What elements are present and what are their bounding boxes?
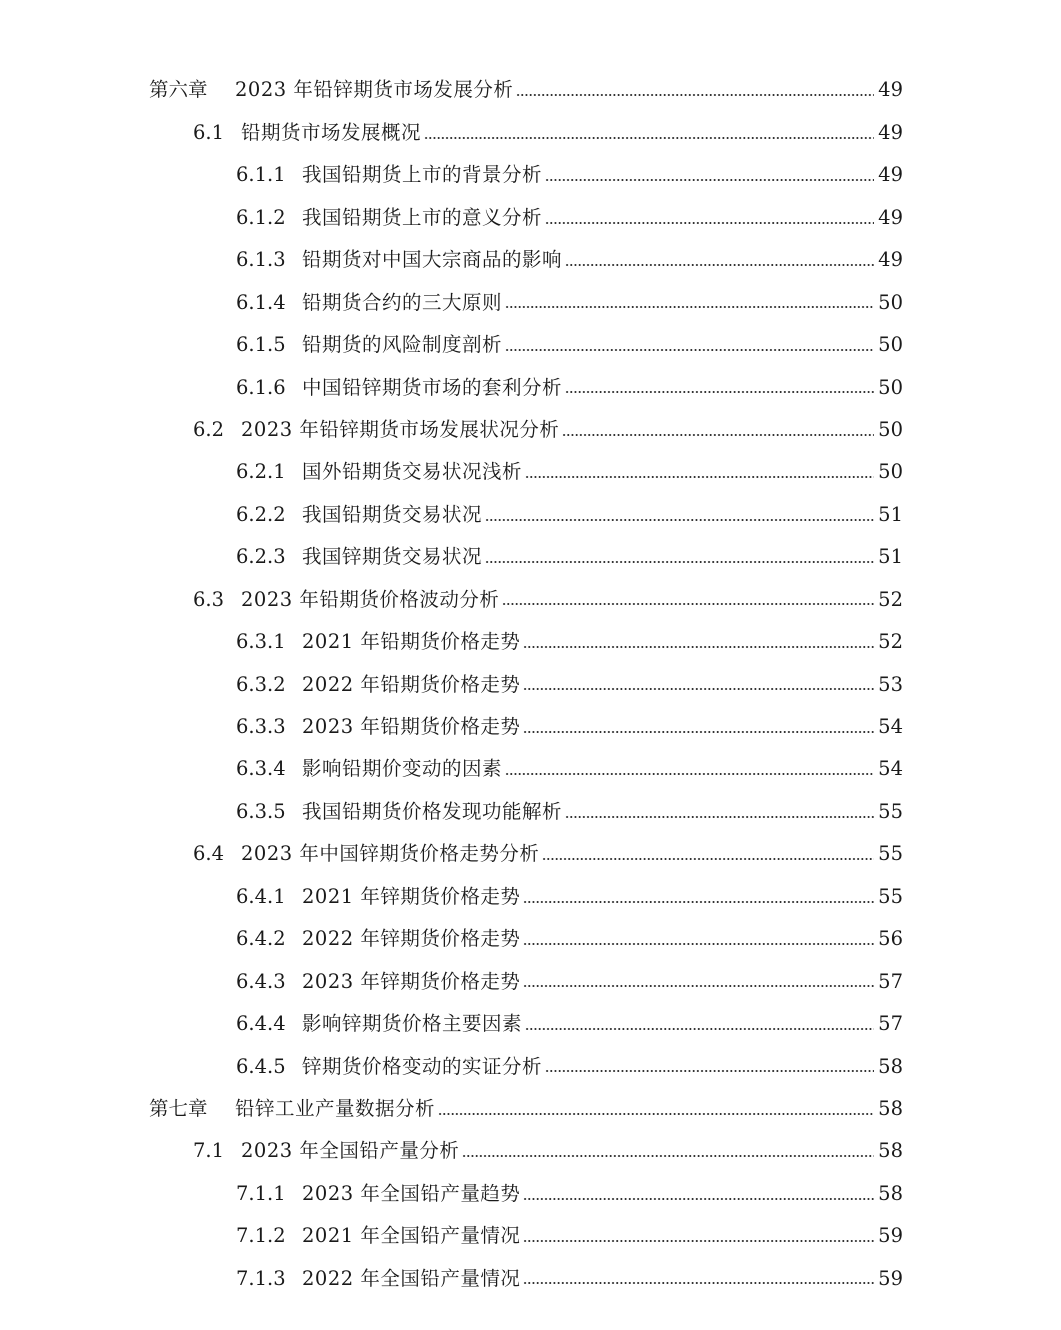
toc-page-number: 49 xyxy=(878,120,903,144)
toc-page-number: 55 xyxy=(878,842,903,866)
toc-entry-title: 国外铅期货交易状况浅析 xyxy=(302,460,523,484)
toc-entry-number: 6.3.3 xyxy=(236,715,286,739)
toc-page-number: 51 xyxy=(878,545,903,569)
dot-leader xyxy=(565,816,874,818)
toc-entry-title: 2022 年全国铅产量情况 xyxy=(302,1266,521,1290)
dot-leader xyxy=(523,688,874,690)
toc-page-number: 54 xyxy=(878,757,903,781)
toc-entry-title: 我国铅期货上市的意义分析 xyxy=(302,205,543,229)
toc-section-entry[interactable] xyxy=(0,578,1061,620)
toc-section-entry[interactable] xyxy=(0,409,1061,451)
toc-entry-title: 铅锌工业产量数据分析 xyxy=(235,1096,436,1120)
toc-page-number: 58 xyxy=(878,1054,903,1078)
dot-leader xyxy=(523,985,874,987)
dot-leader xyxy=(562,434,874,436)
toc-page-number: 50 xyxy=(878,375,903,399)
toc-page-number: 58 xyxy=(878,1139,903,1163)
dot-leader xyxy=(525,1028,874,1030)
toc-entry-title: 2023 年全国铅产量趋势 xyxy=(302,1181,521,1205)
toc-entry-number: 6.1.4 xyxy=(236,290,286,314)
toc-page-number: 51 xyxy=(878,502,903,526)
toc-entry-number: 第六章 xyxy=(149,78,208,102)
toc-entry-number: 6.1.5 xyxy=(236,333,286,357)
toc-entry-number: 6.2 xyxy=(193,417,225,441)
dot-leader xyxy=(523,646,874,648)
dot-leader xyxy=(523,901,874,903)
toc-entry-title: 我国铅期货交易状况 xyxy=(302,502,483,526)
toc-page-number: 50 xyxy=(878,290,903,314)
toc-entry-title: 2022 年铅期货价格走势 xyxy=(302,672,521,696)
toc-page-number: 50 xyxy=(878,460,903,484)
toc-subsection-entry[interactable] xyxy=(0,493,1061,535)
toc-entry-number: 6.2.2 xyxy=(236,502,286,526)
toc-subsection-entry[interactable] xyxy=(0,281,1061,323)
toc-entry-title: 2023 年铅锌期货市场发展分析 xyxy=(235,78,514,102)
toc-entry-title: 铅期货合约的三大原则 xyxy=(302,290,503,314)
toc-entry-number: 7.1 xyxy=(193,1139,225,1163)
dot-leader xyxy=(502,603,874,605)
toc-subsection-entry[interactable] xyxy=(0,790,1061,832)
toc-page-number: 49 xyxy=(878,163,903,187)
toc-entry-number: 7.1.2 xyxy=(236,1224,286,1248)
toc-entry-number: 第七章 xyxy=(149,1096,208,1120)
toc-subsection-entry[interactable] xyxy=(0,154,1061,196)
toc-subsection-entry[interactable] xyxy=(0,621,1061,663)
toc-subsection-entry[interactable] xyxy=(0,196,1061,238)
toc-entry-number: 6.4 xyxy=(193,842,225,866)
toc-page-number: 49 xyxy=(878,205,903,229)
toc-entry-number: 6.1.3 xyxy=(236,248,286,272)
toc-page-number: 58 xyxy=(878,1181,903,1205)
dot-leader xyxy=(516,94,874,96)
toc-page-number: 59 xyxy=(878,1224,903,1248)
toc-subsection-entry[interactable] xyxy=(0,1172,1061,1214)
toc-entry-title: 中国铅锌期货市场的套利分析 xyxy=(302,375,563,399)
toc-page-number: 53 xyxy=(878,672,903,696)
dot-leader xyxy=(505,773,874,775)
toc-chapter-entry[interactable] xyxy=(0,69,1061,111)
table-of-contents xyxy=(0,69,1061,1300)
toc-entry-title: 2023 年全国铅产量分析 xyxy=(241,1139,460,1163)
toc-subsection-entry[interactable] xyxy=(0,1215,1061,1257)
toc-entry-title: 锌期货价格变动的实证分析 xyxy=(302,1054,543,1078)
toc-entry-title: 2021 年铅期货价格走势 xyxy=(302,630,521,654)
toc-page-number: 55 xyxy=(878,884,903,908)
dot-leader xyxy=(523,1282,874,1284)
toc-page-number: 50 xyxy=(878,333,903,357)
toc-subsection-entry[interactable] xyxy=(0,239,1061,281)
toc-section-entry[interactable] xyxy=(0,833,1061,875)
toc-page-number: 55 xyxy=(878,799,903,823)
dot-leader xyxy=(565,391,874,393)
dot-leader xyxy=(545,222,874,224)
toc-entry-number: 6.4.4 xyxy=(236,1012,286,1036)
toc-entry-number: 6.3.5 xyxy=(236,799,286,823)
toc-entry-title: 2022 年锌期货价格走势 xyxy=(302,927,521,951)
toc-page-number: 59 xyxy=(878,1266,903,1290)
toc-page-number: 49 xyxy=(878,248,903,272)
toc-page-number: 57 xyxy=(878,1012,903,1036)
toc-subsection-entry[interactable] xyxy=(0,875,1061,917)
toc-entry-number: 6.1.2 xyxy=(236,205,286,229)
toc-entry-number: 6.2.1 xyxy=(236,460,286,484)
toc-entry-number: 6.4.5 xyxy=(236,1054,286,1078)
toc-entry-number: 6.4.3 xyxy=(236,969,286,993)
toc-page-number: 52 xyxy=(878,630,903,654)
toc-entry-number: 7.1.1 xyxy=(236,1181,286,1205)
toc-entry-title: 影响锌期货价格主要因素 xyxy=(302,1012,523,1036)
toc-page-number: 56 xyxy=(878,927,903,951)
dot-leader xyxy=(523,1240,874,1242)
toc-subsection-entry[interactable] xyxy=(0,706,1061,748)
toc-entry-title: 铅期货的风险制度剖析 xyxy=(302,333,503,357)
toc-entry-number: 6.4.2 xyxy=(236,927,286,951)
toc-entry-number: 6.3.4 xyxy=(236,757,286,781)
toc-page-number: 52 xyxy=(878,587,903,611)
toc-subsection-entry[interactable] xyxy=(0,748,1061,790)
dot-leader xyxy=(505,306,874,308)
toc-entry-number: 6.3.2 xyxy=(236,672,286,696)
toc-entry-title: 铅期货市场发展概况 xyxy=(241,120,422,144)
toc-page-number: 54 xyxy=(878,715,903,739)
toc-subsection-entry[interactable] xyxy=(0,960,1061,1002)
dot-leader xyxy=(523,1198,874,1200)
dot-leader xyxy=(438,1113,874,1115)
dot-leader xyxy=(523,943,874,945)
toc-entry-number: 6.1.6 xyxy=(236,375,286,399)
toc-entry-number: 6.3.1 xyxy=(236,630,286,654)
toc-entry-title: 铅期货对中国大宗商品的影响 xyxy=(302,248,563,272)
toc-entry-number: 6.2.3 xyxy=(236,545,286,569)
toc-subsection-entry[interactable] xyxy=(0,1045,1061,1087)
toc-entry-title: 我国铅期货上市的背景分析 xyxy=(302,163,543,187)
toc-entry-title: 2023 年中国锌期货价格走势分析 xyxy=(241,842,540,866)
toc-entry-title: 2023 年铅期货价格波动分析 xyxy=(241,587,500,611)
dot-leader xyxy=(565,264,874,266)
toc-subsection-entry[interactable] xyxy=(0,663,1061,705)
toc-entry-title: 2023 年铅期货价格走势 xyxy=(302,715,521,739)
dot-leader xyxy=(485,561,874,563)
toc-entry-title: 2021 年锌期货价格走势 xyxy=(302,884,521,908)
toc-entry-title: 我国锌期货交易状况 xyxy=(302,545,483,569)
dot-leader xyxy=(485,519,874,521)
toc-subsection-entry[interactable] xyxy=(0,536,1061,578)
toc-entry-title: 2021 年全国铅产量情况 xyxy=(302,1224,521,1248)
dot-leader xyxy=(424,137,874,139)
toc-subsection-entry[interactable] xyxy=(0,451,1061,493)
toc-entry-number: 6.1 xyxy=(193,120,225,144)
toc-entry-number: 6.1.1 xyxy=(236,163,286,187)
toc-subsection-entry[interactable] xyxy=(0,918,1061,960)
dot-leader xyxy=(545,1070,874,1072)
dot-leader xyxy=(523,731,874,733)
toc-subsection-entry[interactable] xyxy=(0,324,1061,366)
toc-chapter-entry[interactable] xyxy=(0,1088,1061,1130)
toc-entry-number: 7.1.3 xyxy=(236,1266,286,1290)
toc-page-number: 58 xyxy=(878,1096,903,1120)
toc-entry-number: 6.3 xyxy=(193,587,225,611)
toc-subsection-entry[interactable] xyxy=(0,1003,1061,1045)
toc-entry-number: 6.4.1 xyxy=(236,884,286,908)
dot-leader xyxy=(545,179,874,181)
toc-section-entry[interactable] xyxy=(0,111,1061,153)
dot-leader xyxy=(542,858,874,860)
dot-leader xyxy=(462,1155,874,1157)
toc-page-number: 49 xyxy=(878,78,903,102)
dot-leader xyxy=(505,349,874,351)
toc-section-entry[interactable] xyxy=(0,1130,1061,1172)
dot-leader xyxy=(525,476,874,478)
toc-entry-title: 2023 年锌期货价格走势 xyxy=(302,969,521,993)
toc-subsection-entry[interactable] xyxy=(0,366,1061,408)
toc-page-number: 57 xyxy=(878,969,903,993)
toc-entry-title: 我国铅期货价格发现功能解析 xyxy=(302,799,563,823)
toc-page-number: 50 xyxy=(878,417,903,441)
toc-entry-title: 影响铅期价变动的因素 xyxy=(302,757,503,781)
toc-subsection-entry[interactable] xyxy=(0,1257,1061,1299)
toc-entry-title: 2023 年铅锌期货市场发展状况分析 xyxy=(241,417,560,441)
